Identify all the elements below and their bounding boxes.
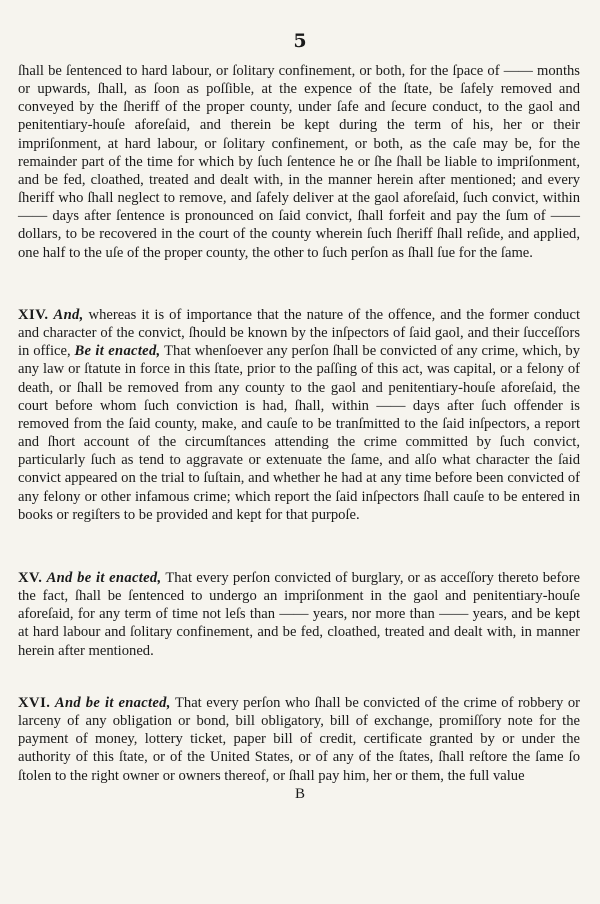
section-text-b: That whenſoever any perſon ſhall be convicted of any crime, which, by any law or ſtatute in force in this ſtate, prior to the paſſing of this act, was capital, or a felony of death, or ſhall be removed from any county to the gaol and penitentiary-houſe aforeſaid, the court before whom ſuch conviction is had, ſhall, within —— days after ſuch offender is removed from the ſaid county, make, and cauſe to be tranſmitted to the ſaid inſpectors, a report and ſhort account of the circumſtances attending the crime committed by ſuch convict, particularly ſuch as tend to aggravate or extenuate the ſame, and alſo what character the ſaid convict appeared on the trial to ſuſtain, and whether he had at any time before been convicted of any felony or other infamous crime; which report the ſaid inſpectors ſhall cauſe to be entered in books or regiſters to be provided and kept for that purpoſe. bbox=[18, 343, 580, 523]
section-text-a: whereas it is of importance that the nature of the offence, and the former conduct and character of the convict, ſhould be known by the inſpectors of ſaid gaol, and their ſucceſſors in office, bbox=[18, 307, 580, 360]
enacting-clause: Be it enacted, bbox=[74, 343, 161, 360]
section-number: XVI. bbox=[18, 695, 51, 711]
section-number: XV. bbox=[18, 570, 43, 586]
signature-mark: B bbox=[294, 786, 305, 802]
section-xv bbox=[18, 569, 580, 660]
section-text: That every perſon who ſhall be convicted of the crime of robbery or larceny of any obligation or bond, bill obligatory, bill of exchange, promiſſory note for the payment of money, lottery ticket, paper bill of credit, certificate granted by or under the authority of this ſtate, or of the United States, or of any of the ſtates, ſhall reſtore the ſame ſo ſtolen to the right owner or owners thereof, or ſhall pay him, her or them, the full value bbox=[18, 695, 580, 784]
section-lead: And be it enacted, bbox=[46, 570, 162, 586]
section-lead: And be it enacted, bbox=[54, 695, 171, 711]
paragraph-continuation bbox=[18, 62, 580, 262]
section-lead: And, bbox=[53, 307, 84, 323]
section-number: XIV. bbox=[18, 307, 49, 323]
section-xiv bbox=[18, 306, 580, 524]
paragraph-text: ſhall be ſentenced to hard labour, or ſolitary confinement, or both, for the ſpace of —— months or upwards, ſhall, as ſoon as poſſible, at the expence of the ſtate, be ſafely removed and conveyed by the ſheriff of the proper county, under ſafe and ſecure conduct, to the gaol and penitentiary-houſe aforeſaid, and therein be kept during the term of his, her or their impriſonment, at hard labour, or ſolitary confinement, or both, as the caſe may be, for the remainder part of the time for which by ſuch ſentence he or ſhe ſhall be liable to impriſonment, and be fed, cloathed, treated and dealt with, in the manner herein after mentioned; and every ſheriff who ſhall neglect to remove, and ſafely deliver at the gaol aforeſaid, ſuch convict, within —— days after ſentence is pronounced on ſaid convict, ſhall forfeit and pay the ſum of —— dollars, to be recovered in the court of the county wherein ſuch ſheriff ſhall reſide, and applied, one half to the uſe of the proper county, the other to ſuch perſon as ſhall ſue for the ſame. bbox=[18, 63, 580, 261]
section-xvi bbox=[18, 694, 580, 785]
page-number: 5 bbox=[293, 30, 307, 52]
section-text: That every perſon convicted of burglary, or as acceſſory thereto before the fact, ſhall be ſentenced to undergo an impriſonment in the gaol and penitentiary-houſe aforeſaid, for any term of time not leſs than —— years, nor more than —— years, and be kept at hard labour and ſolitary confinement, and be fed, cloathed, treated and dealt with, in manner herein after mentioned. bbox=[18, 570, 580, 659]
